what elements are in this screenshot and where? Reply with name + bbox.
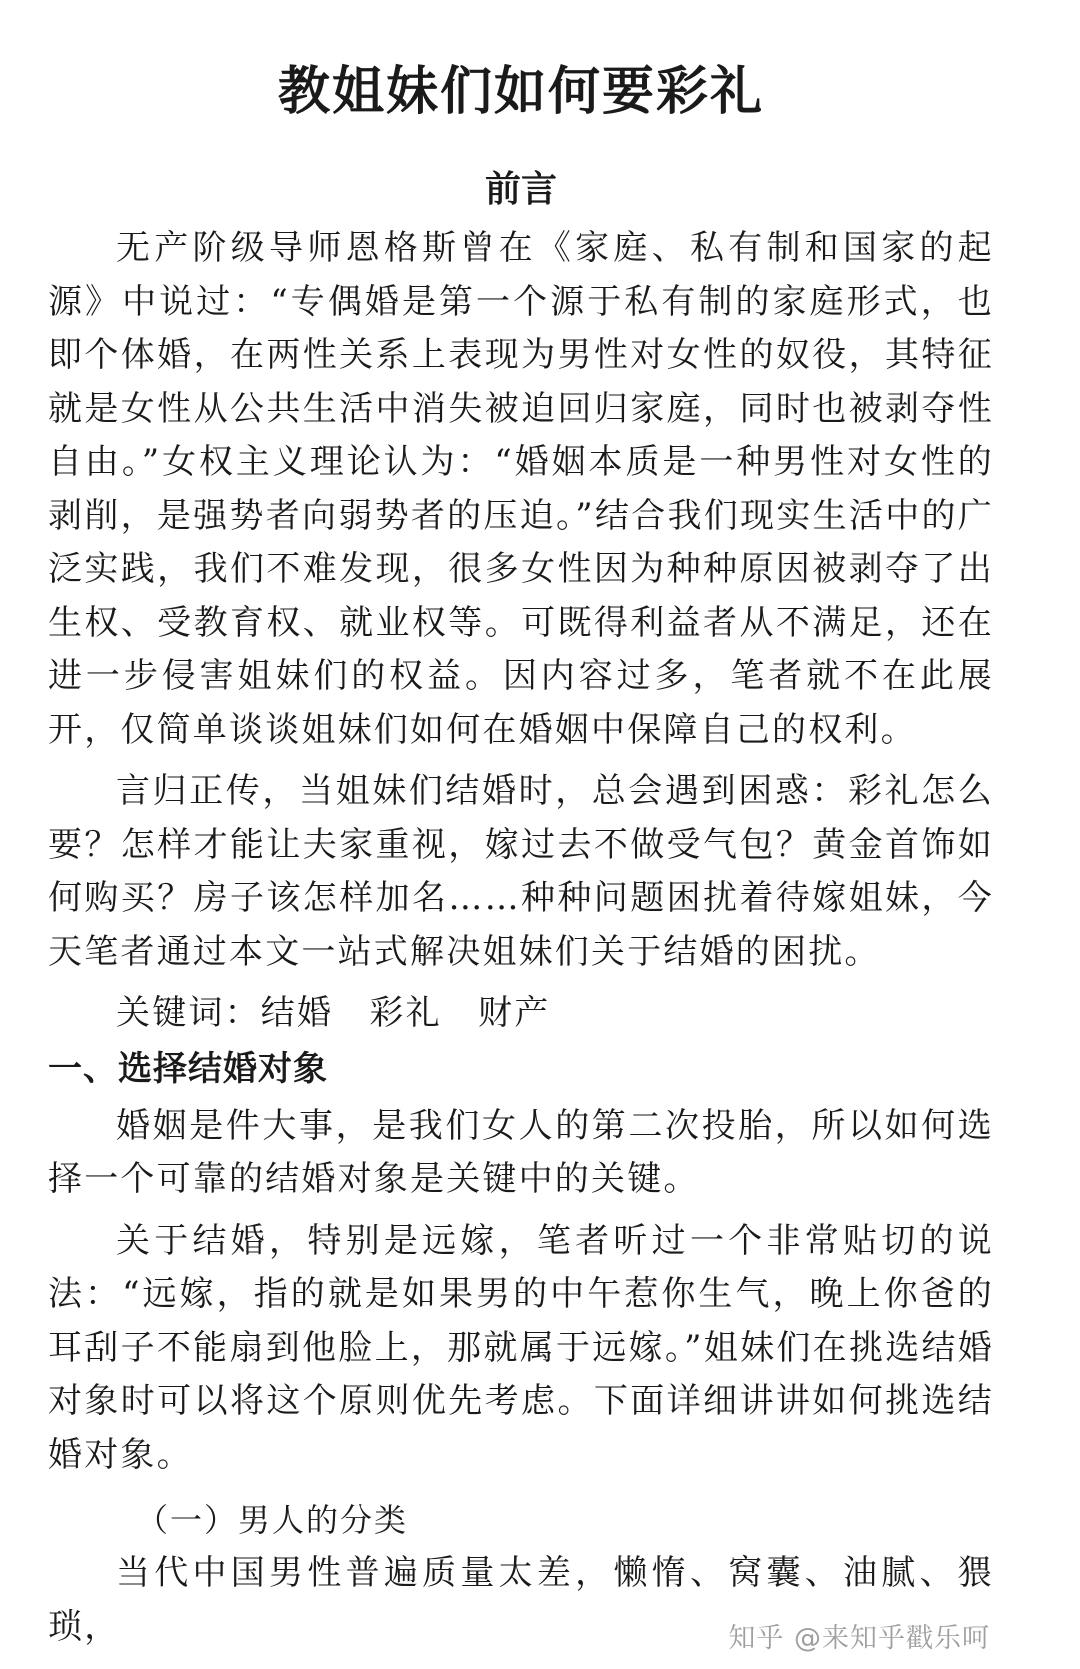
paragraph-preface-2: 言归正传，当姐妹们结婚时，总会遇到困惑：彩礼怎么要？怎样才能让夫家重视，嫁过去不做受气包？黄金首饰如何购买？房子该怎样加名……种种问题困扰着待嫁姐妹，今天笔者通过本文一站式解决姐妹们关于结婚的困扰。 xyxy=(48,771,994,972)
preface-heading: 前言 xyxy=(484,169,557,210)
paragraph-subsection-1: 当代中国男性普遍质量太差，懒惰、窝囊、油腻、猥琐， xyxy=(48,1553,994,1647)
subsection-heading-1: （一）男人的分类 xyxy=(136,1501,409,1539)
section-heading-1: 一、选择结婚对象 xyxy=(48,1048,328,1089)
paragraph-section-2: 关于结婚，特别是远嫁，笔者听过一个非常贴切的说法：“远嫁，指的就是如果男的中午惹你生气，晚上你爸的耳刮子不能扇到他脸上，那就属于远嫁。”姐妹们在挑选结婚对象时可以将这个原则优先考虑。下面详细讲讲如何挑选结婚对象。 xyxy=(48,1220,994,1475)
document-page xyxy=(48,56,994,1654)
zhihu-watermark: 知乎 @来知乎戳乐呵 xyxy=(728,1623,990,1654)
paragraph-section-1: 婚姻是件大事，是我们女人的第二次投胎，所以如何选择一个可靠的结婚对象是关键中的关键。 xyxy=(48,1105,994,1199)
keywords-line: 关键词：结婚 彩礼 财产 xyxy=(116,993,551,1033)
paragraph-preface-1: 无产阶级导师恩格斯曾在《家庭、私有制和国家的起源》中说过：“专偶婚是第一个源于私有制的家庭形式，也即个体婚，在两性关系上表现为男性对女性的奴役，其特征就是女性从公共生活中消失被迫回归家庭，同时也被剥夺性自由。”女权主义理论认为：“婚姻本质是一种男性对女性的剥削，是强势者向弱势者的压迫。”结合我们现实生活中的广泛实践，我们不难发现，很多女性因为种种原因被剥夺了出生权、受教育权、就业权等。可既得利益者从不满足，还在进一步侵害姐妹们的权益。因内容过多，笔者就不在此展开，仅简单谈谈姐妹们如何在婚姻中保障自己的权利。 xyxy=(48,228,994,750)
document-title: 教姐妹们如何要彩礼 xyxy=(277,62,764,122)
